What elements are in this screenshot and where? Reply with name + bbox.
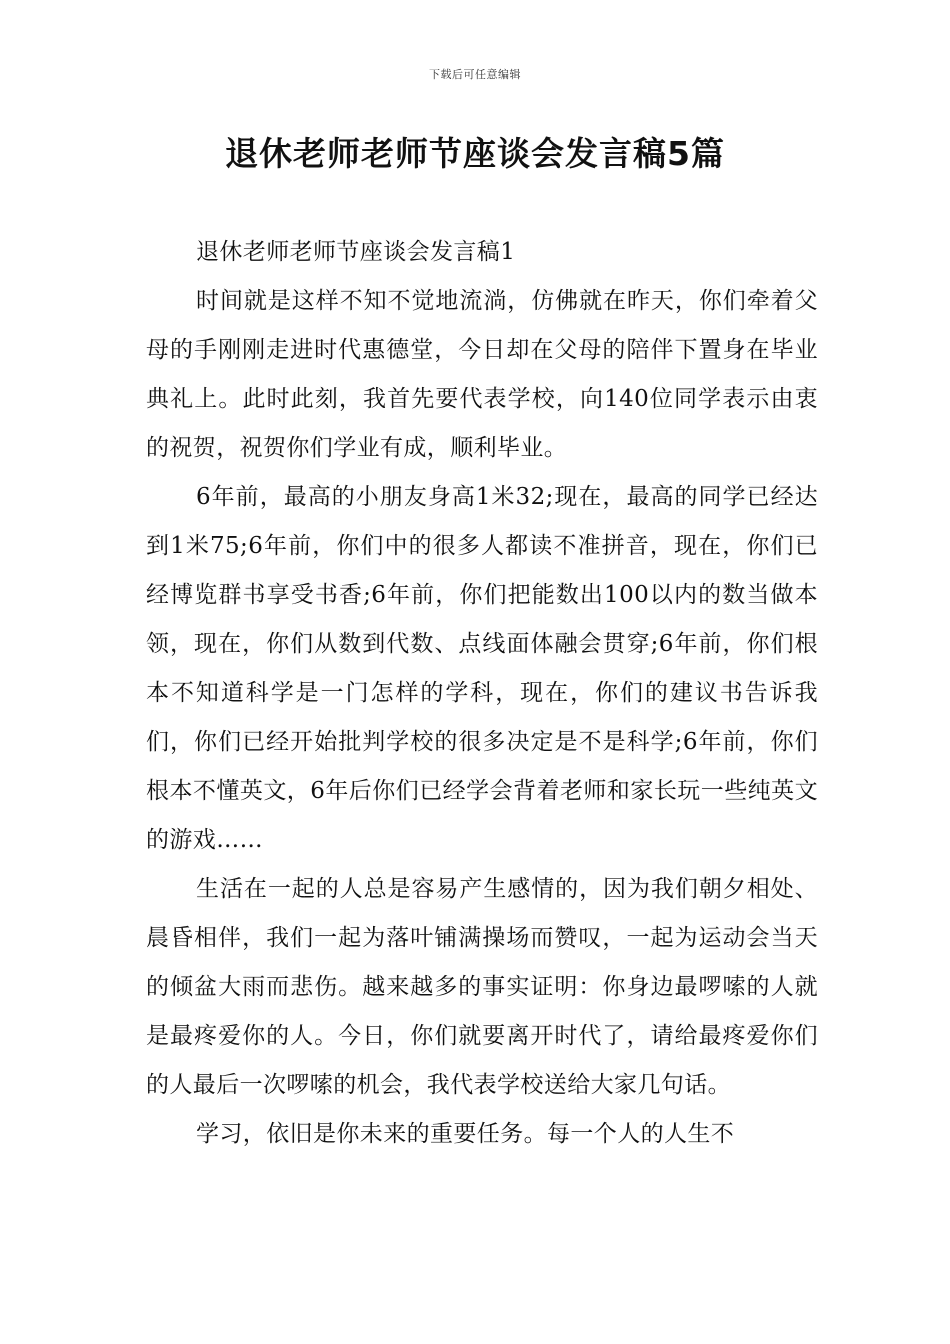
paragraph: 6年前，最高的小朋友身高1米32;现在，最高的同学已经达到1米75;6年前，你们中的很多人都读不准拼音，现在，你们已经博览群书享受书香;6年前，你们把能数出100以内的数当做本领，现在，你们从数到代数、点线面体融会贯穿;6年前，你们根本不知道科学是一门怎样的学科，现在，你们的建议书告诉我们，你们已经开始批判学校的很多决定是不是科学;6年前，你们根本不懂英文，6年后你们已经学会背着老师和家长玩一些纯英文的游戏…… <box>146 484 818 853</box>
paragraph: 学习，依旧是你未来的重要任务。每一个人的人生不 <box>196 1121 735 1147</box>
header-note: 下载后可任意编辑 <box>429 68 521 81</box>
document-body <box>146 228 818 1159</box>
paragraph: 生活在一起的人总是容易产生感情的，因为我们朝夕相处、晨昏相伴，我们一起为落叶铺满操场而赞叹，一起为运动会当天的倾盆大雨而悲伤。越来越多的事实证明：你身边最啰嗦的人就是最疼爱你的人。今日，你们就要离开时代了，请给最疼爱你们的人最后一次啰嗦的机会，我代表学校送给大家几句话。 <box>146 876 818 1098</box>
document-title: 退休老师老师节座谈会发言稿5篇 <box>225 134 725 173</box>
section-heading: 退休老师老师节座谈会发言稿1 <box>196 239 516 265</box>
paragraph: 时间就是这样不知不觉地流淌，仿佛就在昨天，你们牵着父母的手刚刚走进时代惠德堂，今日却在父母的陪伴下置身在毕业典礼上。此时此刻，我首先要代表学校，向140位同学表示由衷的祝贺，祝贺你们学业有成，顺利毕业。 <box>146 288 818 461</box>
